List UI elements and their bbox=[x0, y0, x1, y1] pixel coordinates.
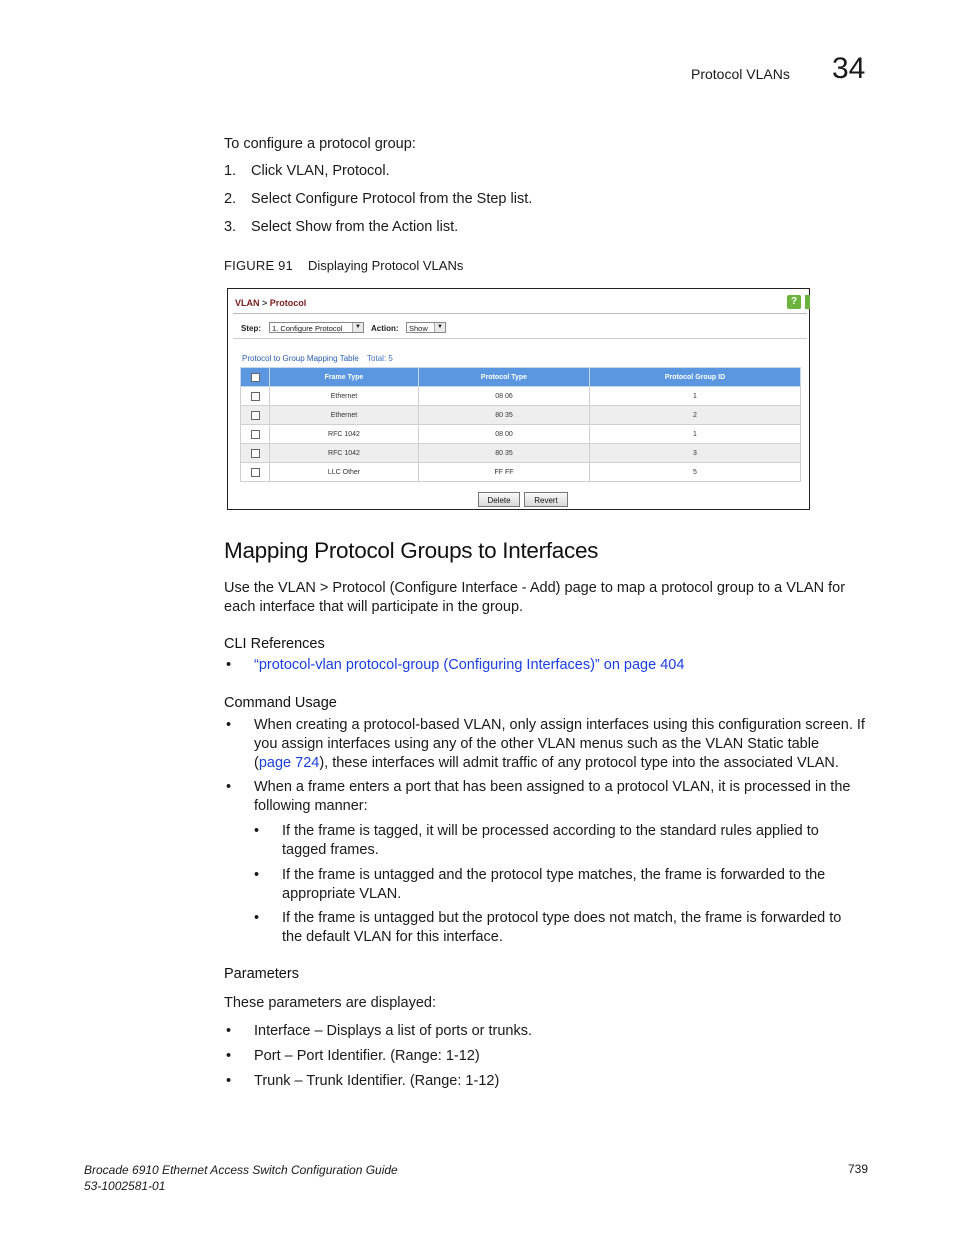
chevron-down-icon: ▼ bbox=[434, 323, 445, 332]
column-header: Protocol Type bbox=[419, 368, 590, 387]
extra-icon[interactable] bbox=[805, 295, 810, 309]
column-header: Frame Type bbox=[270, 368, 419, 387]
parameter-text bbox=[254, 1022, 869, 1041]
step-3 bbox=[224, 219, 724, 239]
action-label: Action: bbox=[371, 324, 399, 333]
running-header-section: Protocol VLANs bbox=[691, 66, 790, 82]
select-all-checkbox[interactable] bbox=[251, 373, 260, 382]
text-line: appropriate VLAN. bbox=[282, 886, 402, 902]
usage-item-2 bbox=[226, 778, 876, 818]
sub-item-1 bbox=[254, 822, 874, 862]
select-all-cell bbox=[241, 368, 270, 387]
row-checkbox-cell bbox=[241, 425, 270, 444]
figure-caption bbox=[224, 258, 624, 276]
table-cell: 80 35 bbox=[419, 406, 590, 425]
section-heading: Mapping Protocol Groups to Interfaces bbox=[224, 538, 599, 563]
text-line: If the frame is untagged but the protocol type does not match, the frame is forwarded to bbox=[282, 910, 842, 926]
section-intro-line-1: Use the VLAN > Protocol (Configure Interface - Add) page to map a protocol group to a VLAN for bbox=[224, 580, 846, 596]
sub-item-text bbox=[282, 866, 872, 904]
chevron-down-icon: ▼ bbox=[352, 323, 363, 332]
parameter-term: Trunk bbox=[254, 1073, 291, 1089]
footer-title: Brocade 6910 Ethernet Access Switch Configuration Guide bbox=[84, 1163, 398, 1177]
step-1 bbox=[224, 163, 724, 183]
step-number: 1. bbox=[224, 163, 237, 179]
table-row bbox=[241, 425, 801, 444]
table-cell: RFC 1042 bbox=[270, 444, 419, 463]
row-checkbox[interactable] bbox=[251, 449, 260, 458]
cli-reference-link[interactable]: “protocol-vlan protocol-group (Configuring Interfaces)” on page 404 bbox=[254, 657, 685, 673]
row-checkbox-cell bbox=[241, 387, 270, 406]
bullet-icon: • bbox=[226, 1073, 232, 1089]
row-checkbox[interactable] bbox=[251, 411, 260, 420]
step-number: 3. bbox=[224, 219, 237, 235]
bullet-icon: • bbox=[254, 867, 260, 883]
table-cell: 1 bbox=[590, 425, 801, 444]
paren-open: ( bbox=[254, 755, 259, 771]
table-cell: Ethernet bbox=[270, 406, 419, 425]
step-number: 2. bbox=[224, 191, 237, 207]
text-line: the default VLAN for this interface. bbox=[282, 929, 503, 945]
parameter-term: Interface bbox=[254, 1023, 311, 1039]
step-label: Step: bbox=[241, 324, 261, 333]
figure-title: Displaying Protocol VLANs bbox=[308, 258, 464, 273]
text-line: When a frame enters a port that has been assigned to a protocol VLAN, it is processed in the bbox=[254, 779, 851, 795]
parameter-item bbox=[226, 1072, 876, 1092]
table-header-row bbox=[241, 368, 801, 387]
text-line: following manner: bbox=[254, 798, 368, 814]
step-text: Click VLAN, Protocol. bbox=[251, 163, 390, 179]
table-row bbox=[241, 463, 801, 482]
table-cell: 5 bbox=[590, 463, 801, 482]
table-cell: 3 bbox=[590, 444, 801, 463]
intro-text: To configure a protocol group: bbox=[224, 136, 416, 152]
page-number: 739 bbox=[848, 1162, 869, 1176]
bullet-icon: • bbox=[226, 779, 232, 795]
table-row bbox=[241, 444, 801, 463]
parameter-term: Port bbox=[254, 1048, 281, 1064]
action-select-value: Show bbox=[409, 324, 428, 333]
parameter-item bbox=[226, 1022, 876, 1042]
column-header: Protocol Group ID bbox=[590, 368, 801, 387]
text-line bbox=[254, 754, 869, 773]
table-total: Total: 5 bbox=[367, 354, 393, 363]
usage-item-text bbox=[254, 716, 869, 773]
table-cell: 2 bbox=[590, 406, 801, 425]
table-cell: 08 00 bbox=[419, 425, 590, 444]
protocol-group-mapping-table bbox=[240, 367, 801, 482]
sub-item-2 bbox=[254, 866, 874, 906]
parameter-desc: – Port Identifier. (Range: 1-12) bbox=[280, 1048, 480, 1064]
sub-item-3 bbox=[254, 909, 874, 949]
row-checkbox[interactable] bbox=[251, 392, 260, 401]
breadcrumb-separator: > bbox=[262, 298, 268, 308]
table-cell: 80 35 bbox=[419, 444, 590, 463]
text-rest: ), these interfaces will admit traffic of any protocol type into the associated VLAN. bbox=[319, 755, 839, 771]
action-select[interactable] bbox=[406, 322, 446, 333]
revert-button[interactable]: Revert bbox=[524, 492, 568, 507]
delete-button[interactable]: Delete bbox=[478, 492, 520, 507]
section-intro-line-2: each interface that will participate in the group. bbox=[224, 599, 524, 615]
text-line: When creating a protocol-based VLAN, only assign interfaces using this configuration screen. If bbox=[254, 717, 865, 733]
figure-label: FIGURE 91 bbox=[224, 258, 293, 273]
row-checkbox-cell bbox=[241, 406, 270, 425]
table-row bbox=[241, 387, 801, 406]
table-title-text: Protocol to Group Mapping Table bbox=[242, 354, 359, 363]
row-checkbox[interactable] bbox=[251, 430, 260, 439]
step-2 bbox=[224, 191, 724, 211]
breadcrumb bbox=[235, 298, 306, 308]
parameter-desc: – Displays a list of ports or trunks. bbox=[310, 1023, 533, 1039]
parameter-text bbox=[254, 1047, 869, 1066]
sub-item-text bbox=[282, 822, 872, 860]
usage-item-text bbox=[254, 778, 869, 816]
row-checkbox-cell bbox=[241, 444, 270, 463]
parameters-heading: Parameters bbox=[224, 966, 299, 982]
bullet-icon: • bbox=[226, 657, 232, 673]
cli-reference-item bbox=[226, 656, 876, 676]
chapter-number: 34 bbox=[832, 52, 866, 85]
parameter-desc: – Trunk Identifier. (Range: 1-12) bbox=[290, 1073, 500, 1089]
bullet-icon: • bbox=[254, 823, 260, 839]
table-cell: LLC Other bbox=[270, 463, 419, 482]
bullet-icon: • bbox=[226, 1048, 232, 1064]
parameters-intro: These parameters are displayed: bbox=[224, 995, 436, 1011]
step-text: Select Configure Protocol from the Step list. bbox=[251, 191, 533, 207]
sub-item-text bbox=[282, 909, 872, 947]
usage-item-1 bbox=[226, 716, 876, 774]
bullet-icon: • bbox=[226, 1023, 232, 1039]
breadcrumb-vlan[interactable]: VLAN bbox=[235, 298, 260, 308]
page-724-link[interactable]: page 724 bbox=[258, 755, 320, 771]
parameter-item bbox=[226, 1047, 876, 1067]
table-cell: 08 06 bbox=[419, 387, 590, 406]
table-title bbox=[242, 354, 393, 363]
table-cell: RFC 1042 bbox=[270, 425, 419, 444]
text-line: If the frame is untagged and the protocol type matches, the frame is forwarded to the bbox=[282, 867, 826, 883]
command-usage-heading: Command Usage bbox=[224, 695, 337, 711]
footer-doc-number: 53-1002581-01 bbox=[84, 1179, 166, 1193]
text-line: tagged frames. bbox=[282, 842, 379, 858]
row-checkbox-cell bbox=[241, 463, 270, 482]
breadcrumb-protocol: Protocol bbox=[269, 298, 307, 308]
step-text: Select Show from the Action list. bbox=[251, 219, 459, 235]
help-icon[interactable]: ? bbox=[787, 295, 801, 309]
table-cell: Ethernet bbox=[270, 387, 419, 406]
table-cell: 1 bbox=[590, 387, 801, 406]
table-cell: FF FF bbox=[419, 463, 590, 482]
step-select[interactable] bbox=[269, 322, 364, 333]
text-line: you assign interfaces using any of the other VLAN menus such as the VLAN Static table bbox=[254, 736, 820, 752]
step-select-value: 1. Configure Protocol bbox=[272, 324, 343, 333]
row-checkbox[interactable] bbox=[251, 468, 260, 477]
text-line: If the frame is tagged, it will be processed according to the standard rules applied to bbox=[282, 823, 819, 839]
divider bbox=[233, 313, 807, 314]
protocol-vlan-screenshot bbox=[227, 288, 810, 510]
cli-references-heading: CLI References bbox=[224, 636, 325, 652]
divider bbox=[233, 338, 807, 339]
bullet-icon: • bbox=[226, 717, 232, 733]
bullet-icon: • bbox=[254, 910, 260, 926]
table-row bbox=[241, 406, 801, 425]
parameter-text bbox=[254, 1072, 869, 1091]
